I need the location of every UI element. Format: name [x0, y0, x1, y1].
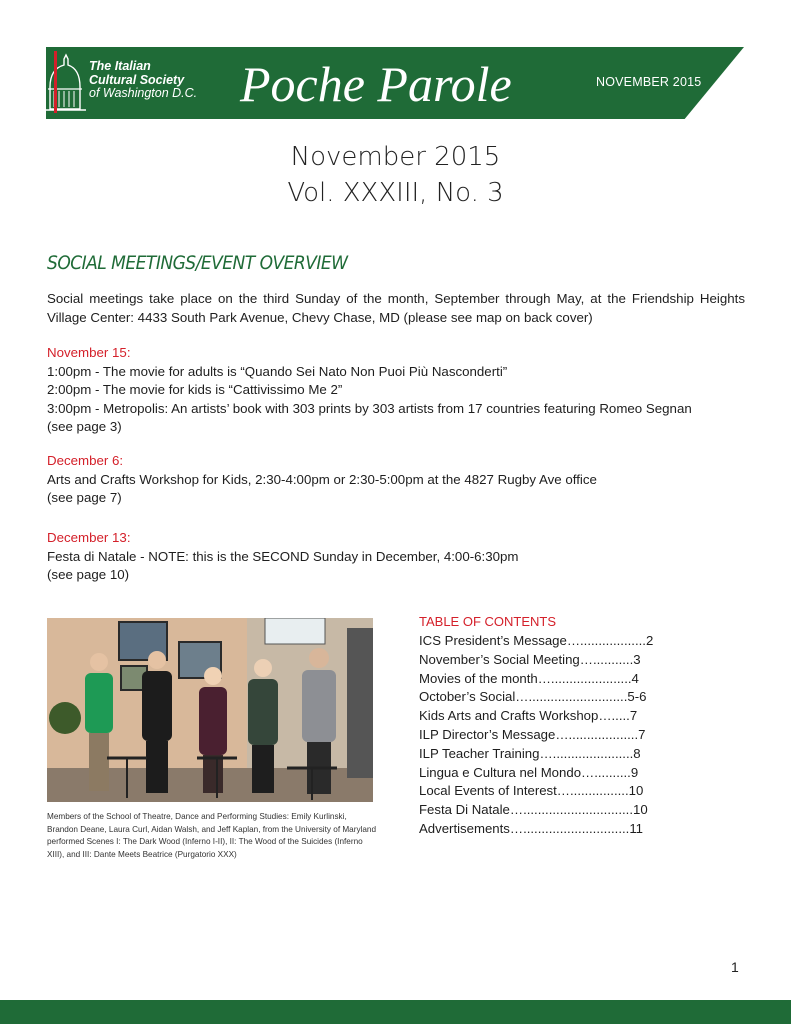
toc-item: ICS President’s Message…..................2 — [419, 633, 654, 648]
footer-bar — [0, 1000, 791, 1024]
photo-caption: Members of the School of Theatre, Dance and Performing Studies: Emily Kurlinski, Brandon Deane, Laura Curl, Aidan Walsh, and Jeff Kaplan, from the University of Maryland performed Scenes I: The Dark Wood (Inferno I-II), II: The Wood of the Suicides (Inferno XIII), and III: Dante Meets Beatrice (Purgatorio XXX) — [47, 812, 377, 859]
event-line: Arts and Crafts Workshop for Kids, 2:30-4:00pm or 2:30-5:00pm at the 4827 Rugby Ave office — [47, 471, 597, 487]
event-line: Festa di Natale - NOTE: this is the SECOND Sunday in December, 4:00-6:30pm — [47, 548, 519, 564]
page-number: 1 — [731, 959, 739, 975]
issue-volume: Vol. XXXIII, No. 3 — [287, 178, 504, 208]
toc-item: ILP Teacher Training…......................8 — [419, 745, 641, 761]
toc-item: ILP Director’s Message…...................7 — [419, 726, 646, 742]
toc-item: Movies of the month…......................4 — [419, 670, 639, 686]
event-november-15 — [47, 344, 745, 437]
section-heading: SOCIAL MEETINGS/EVENT OVERVIEW — [47, 252, 348, 274]
toc-title: TABLE OF CONTENTS — [419, 614, 556, 629]
event-date: November 15: — [47, 345, 131, 360]
toc-item: November’s Social Meeting…...........3 — [419, 651, 641, 667]
event-line: (see page 10) — [47, 567, 130, 582]
toc-item: October’s Social…...........................5-6 — [419, 689, 647, 705]
event-line: 2:00pm - The movie for kids is “Cattivissimo Me 2” — [47, 382, 343, 397]
event-line: (see page 7) — [47, 490, 122, 505]
event-december-6 — [47, 452, 745, 508]
capitol-dome-icon — [46, 47, 86, 119]
event-line: (see page 3) — [47, 419, 122, 434]
society-name-line2: Cultural Society — [89, 72, 185, 87]
society-name-line3: of Washington D.C. — [89, 86, 198, 100]
event-december-13 — [47, 529, 745, 585]
toc-item: Local Events of Interest…................10 — [419, 783, 644, 799]
event-date: December 6: — [47, 453, 124, 468]
event-date: December 13: — [47, 530, 131, 545]
event-line: 1:00pm - The movie for adults is “Quando Sei Nato Non Puoi Più Nasconderti” — [47, 363, 508, 379]
toc-item: Kids Arts and Crafts Workshop….....7 — [419, 708, 638, 724]
issue-heading — [0, 139, 791, 211]
intro-paragraph: Social meetings take place on the third Sunday of the month, September through May, at the Friendship Heights Village Center: 4433 South Park Avenue, Chevy Chase, MD (please see map on back cover) — [47, 291, 745, 325]
event-line: 3:00pm - Metropolis: An artists’ book with 303 prints by 303 artists from 17 countries featuring Romeo Segnan — [47, 400, 692, 416]
society-name — [89, 60, 197, 101]
table-of-contents — [419, 632, 653, 839]
performers-photo — [47, 618, 373, 802]
toc-item: Festa Di Natale…..............................10 — [419, 802, 648, 818]
issue-month: November 2015 — [290, 142, 501, 172]
society-name-line1: The Italian — [89, 59, 151, 73]
toc-item: Lingua e Cultura nel Mondo…..........9 — [419, 764, 639, 780]
newsletter-title: Poche Parole — [240, 56, 512, 112]
masthead-date: NOVEMBER 2015 — [596, 75, 702, 89]
toc-item: Advertisements….............................11 — [419, 820, 644, 836]
